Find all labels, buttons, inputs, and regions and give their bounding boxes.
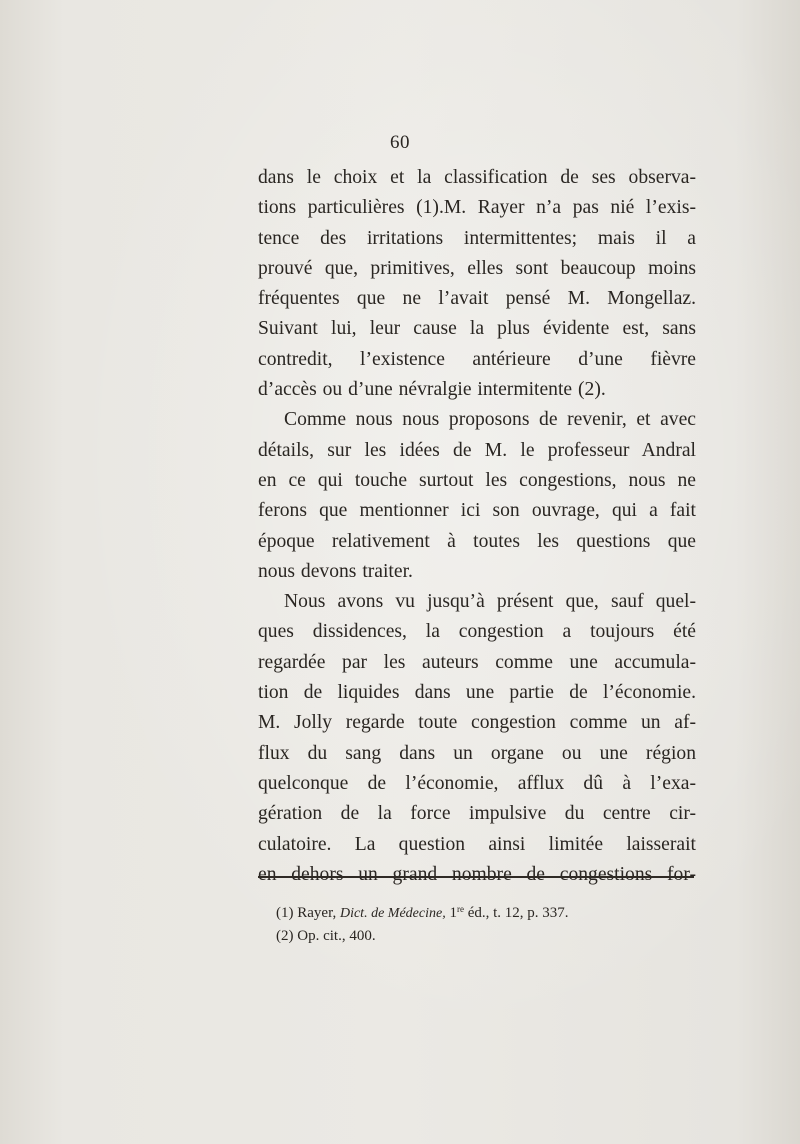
paragraph bbox=[258, 163, 696, 405]
text-line: ferons que mentionner ici son ouvrage, qui a fait bbox=[258, 500, 696, 522]
text-line: Nous avons vu jusqu’à présent que, sauf quel- bbox=[284, 591, 696, 613]
footnotes bbox=[276, 898, 569, 947]
text-line: Comme nous nous proposons de revenir, et avec bbox=[284, 409, 696, 431]
text-line: quelconque de l’économie, afflux dû à l’exa- bbox=[258, 772, 696, 794]
text-line: en ce qui touche surtout les congestions, nous ne bbox=[258, 469, 696, 491]
footnote-1 bbox=[276, 898, 569, 925]
text-line: tion de liquides dans une partie de l’économie. bbox=[258, 682, 696, 704]
footnote-marker: (1) bbox=[276, 905, 294, 921]
text-line: dans le choix et la classification de ses observa- bbox=[258, 167, 696, 188]
text-line: tions particulières (1).M. Rayer n’a pas nié l’exis- bbox=[258, 197, 696, 219]
body-text bbox=[258, 163, 696, 890]
paragraph bbox=[258, 405, 696, 587]
text-line: fréquentes que ne l’avait pensé M. Mongellaz. bbox=[258, 288, 696, 310]
text-line: regardée par les auteurs comme une accumula- bbox=[258, 651, 696, 673]
text-line: ques dissidences, la congestion a toujours été bbox=[258, 621, 696, 643]
footnote-reference: Op. cit., 400. bbox=[297, 928, 376, 944]
footnote-author: Rayer, bbox=[297, 905, 337, 921]
footnote-separator bbox=[258, 876, 694, 878]
text-line: culatoire. La question ainsi limitée laisserait bbox=[258, 833, 696, 855]
text-line: M. Jolly regarde toute congestion comme un af- bbox=[258, 712, 696, 734]
footnote-title: Dict. de Médecine, bbox=[339, 906, 446, 921]
text-line: contredit, l’existence antérieure d’une fièvre bbox=[258, 348, 696, 370]
footnote-reference: éd., t. 12, p. 337. bbox=[467, 905, 569, 921]
text-line: gération de la force impulsive du centre cir- bbox=[258, 803, 696, 825]
text-line: prouvé que, primitives, elles sont beaucoup moins bbox=[258, 257, 696, 279]
text-line: en dehors un grand nombre de congestions for- bbox=[258, 863, 696, 885]
text-line: détails, sur les idées de M. le professeur Andral bbox=[258, 439, 696, 461]
text-line: d’accès ou d’une névralgie intermitente (2). bbox=[258, 379, 606, 401]
footnote-edition: 1re bbox=[449, 904, 464, 921]
text-line: époque relativement à toutes les questions que bbox=[258, 530, 696, 552]
text-line: Suivant lui, leur cause la plus évidente est, sans bbox=[258, 318, 696, 340]
footnote-marker: (2) bbox=[276, 928, 294, 944]
paragraph bbox=[258, 587, 696, 890]
text-line: flux du sang dans un organe ou une région bbox=[258, 742, 696, 764]
text-line: nous devons traiter. bbox=[258, 560, 413, 582]
page-number: 60 bbox=[390, 132, 410, 153]
text-line: tence des irritations intermittentes; mais il a bbox=[258, 227, 696, 249]
footnote-2 bbox=[276, 925, 569, 947]
